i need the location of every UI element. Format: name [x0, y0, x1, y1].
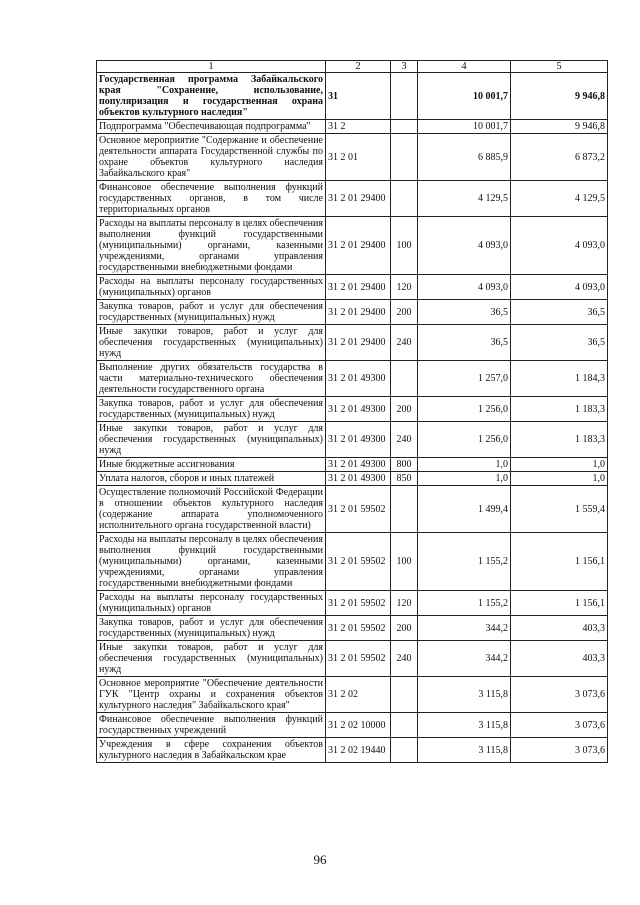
- row-expense-type-cell: 240: [391, 641, 418, 677]
- table-row: [97, 533, 608, 591]
- row-name-cell: Учреждения в сфере сохранения объектов культурного наследия в Забайкальском крае: [97, 738, 326, 763]
- table-row: [97, 738, 608, 763]
- row-value-1-cell: 3 115,8: [418, 677, 511, 713]
- row-expense-type-cell: [391, 134, 418, 181]
- row-expense-type-cell: [391, 713, 418, 738]
- row-value-1-cell: 36,5: [418, 300, 511, 325]
- row-expense-type-cell: 800: [391, 458, 418, 472]
- row-expense-type-cell: 240: [391, 422, 418, 458]
- row-value-2-cell: 1,0: [511, 472, 608, 486]
- row-code-cell: 31 2 01 29400: [326, 275, 391, 300]
- page-number: 96: [313, 852, 327, 867]
- row-value-2-cell: 3 073,6: [511, 738, 608, 763]
- row-name-cell: Уплата налогов, сборов и иных платежей: [97, 472, 326, 486]
- row-value-2-cell: 403,3: [511, 641, 608, 677]
- row-code-cell: 31 2 01 49300: [326, 422, 391, 458]
- row-value-2-cell: 4 129,5: [511, 181, 608, 217]
- row-expense-type-cell: 200: [391, 616, 418, 641]
- row-name-cell: Иные закупки товаров, работ и услуг для обеспечения государственных (муниципальных) нужд: [97, 641, 326, 677]
- row-name-cell: Государственная программа Забайкальского края "Сохранение, использование, популяризация и государственная охрана объектов культурного наследия": [97, 73, 326, 120]
- row-name-cell: Расходы на выплаты персоналу государственных (муниципальных) органов: [97, 591, 326, 616]
- table-row: [97, 300, 608, 325]
- col-header-5: 5: [511, 61, 608, 73]
- row-expense-type-cell: 120: [391, 591, 418, 616]
- row-value-2-cell: 1 183,3: [511, 422, 608, 458]
- row-code-cell: 31 2 01 59502: [326, 641, 391, 677]
- row-name-cell: Закупка товаров, работ и услуг для обеспечения государственных (муниципальных) нужд: [97, 300, 326, 325]
- row-value-2-cell: 1 156,1: [511, 591, 608, 616]
- row-value-1-cell: 1,0: [418, 472, 511, 486]
- row-code-cell: 31 2 01 59502: [326, 533, 391, 591]
- row-value-1-cell: 36,5: [418, 325, 511, 361]
- row-expense-type-cell: 200: [391, 397, 418, 422]
- row-name-cell: Расходы на выплаты персоналу в целях обеспечения выполнения функций государственными (муниципальными) органами, казенными учреждениями, органами управления государственными внебюджетными фондами: [97, 533, 326, 591]
- col-header-1: 1: [97, 61, 326, 73]
- row-value-1-cell: 1 155,2: [418, 591, 511, 616]
- row-value-2-cell: 1 184,3: [511, 361, 608, 397]
- row-name-cell: Финансовое обеспечение выполнения функций государственных органов, в том числе территориальных органов: [97, 181, 326, 217]
- row-name-cell: Иные бюджетные ассигнования: [97, 458, 326, 472]
- row-value-1-cell: 10 001,7: [418, 73, 511, 120]
- row-value-2-cell: 3 073,6: [511, 713, 608, 738]
- row-expense-type-cell: 240: [391, 325, 418, 361]
- row-name-cell: Закупка товаров, работ и услуг для обеспечения государственных (муниципальных) нужд: [97, 616, 326, 641]
- row-name-cell: Расходы на выплаты персоналу в целях обеспечения выполнения функций государственными (муниципальными) органами, казенными учреждениями, органами управления государственными внебюджетными фондами: [97, 217, 326, 275]
- budget-table-body: [97, 61, 608, 763]
- row-code-cell: 31 2 01 49300: [326, 397, 391, 422]
- table-row: [97, 713, 608, 738]
- row-value-2-cell: 9 946,8: [511, 120, 608, 134]
- row-expense-type-cell: [391, 120, 418, 134]
- row-code-cell: 31 2 01 59502: [326, 591, 391, 616]
- row-code-cell: 31 2 01: [326, 134, 391, 181]
- row-value-2-cell: 3 073,6: [511, 677, 608, 713]
- row-value-2-cell: 1 559,4: [511, 486, 608, 533]
- budget-table: [96, 60, 608, 763]
- table-row: [97, 422, 608, 458]
- row-expense-type-cell: [391, 738, 418, 763]
- table-row: [97, 134, 608, 181]
- row-value-2-cell: 1 183,3: [511, 397, 608, 422]
- table-row: [97, 120, 608, 134]
- row-value-2-cell: 36,5: [511, 300, 608, 325]
- table-row: [97, 486, 608, 533]
- row-value-2-cell: 4 093,0: [511, 217, 608, 275]
- row-expense-type-cell: 850: [391, 472, 418, 486]
- col-header-2: 2: [326, 61, 391, 73]
- header-row: [97, 61, 608, 73]
- col-header-3: 3: [391, 61, 418, 73]
- row-expense-type-cell: 120: [391, 275, 418, 300]
- row-value-1-cell: 1 499,4: [418, 486, 511, 533]
- row-value-1-cell: 3 115,8: [418, 713, 511, 738]
- table-row: [97, 397, 608, 422]
- row-value-1-cell: 6 885,9: [418, 134, 511, 181]
- row-value-1-cell: 1 155,2: [418, 533, 511, 591]
- row-name-cell: Иные закупки товаров, работ и услуг для обеспечения государственных (муниципальных) нужд: [97, 325, 326, 361]
- row-name-cell: Выполнение других обязательств государства в части материально-технического обеспечения деятельности государственного органа: [97, 361, 326, 397]
- row-value-2-cell: 36,5: [511, 325, 608, 361]
- row-code-cell: 31 2 01 59502: [326, 486, 391, 533]
- row-value-1-cell: 1 256,0: [418, 422, 511, 458]
- row-value-1-cell: 3 115,8: [418, 738, 511, 763]
- row-value-1-cell: 344,2: [418, 616, 511, 641]
- row-expense-type-cell: 100: [391, 533, 418, 591]
- row-value-1-cell: 4 093,0: [418, 275, 511, 300]
- row-expense-type-cell: [391, 73, 418, 120]
- row-code-cell: 31 2 01 49300: [326, 472, 391, 486]
- row-value-1-cell: 4 093,0: [418, 217, 511, 275]
- row-code-cell: 31 2 01 29400: [326, 181, 391, 217]
- row-name-cell: Иные закупки товаров, работ и услуг для обеспечения государственных (муниципальных) нужд: [97, 422, 326, 458]
- row-code-cell: 31 2 01 49300: [326, 458, 391, 472]
- table-row: [97, 641, 608, 677]
- table-row: [97, 181, 608, 217]
- table-row: [97, 472, 608, 486]
- row-value-1-cell: 1 256,0: [418, 397, 511, 422]
- row-name-cell: Расходы на выплаты персоналу государственных (муниципальных) органов: [97, 275, 326, 300]
- row-code-cell: 31 2 01 29400: [326, 325, 391, 361]
- table-row: [97, 275, 608, 300]
- row-name-cell: Осуществление полномочий Российской Федерации в отношении объектов культурного наследия (содержание аппарата уполномоченного исполнительного органа государственной власти): [97, 486, 326, 533]
- table-row: [97, 325, 608, 361]
- table-row: [97, 616, 608, 641]
- row-value-1-cell: 344,2: [418, 641, 511, 677]
- row-expense-type-cell: 200: [391, 300, 418, 325]
- row-expense-type-cell: [391, 181, 418, 217]
- table-row: [97, 73, 608, 120]
- row-value-2-cell: 1,0: [511, 458, 608, 472]
- row-value-2-cell: 4 093,0: [511, 275, 608, 300]
- row-expense-type-cell: [391, 677, 418, 713]
- table-row: [97, 217, 608, 275]
- row-code-cell: 31 2 01 49300: [326, 361, 391, 397]
- row-code-cell: 31 2 01 59502: [326, 616, 391, 641]
- row-value-2-cell: 403,3: [511, 616, 608, 641]
- row-value-2-cell: 1 156,1: [511, 533, 608, 591]
- row-code-cell: 31 2 02 19440: [326, 738, 391, 763]
- row-expense-type-cell: 100: [391, 217, 418, 275]
- row-code-cell: 31: [326, 73, 391, 120]
- row-expense-type-cell: [391, 486, 418, 533]
- row-value-1-cell: 1 257,0: [418, 361, 511, 397]
- row-name-cell: Основное мероприятие "Содержание и обеспечение деятельности аппарата Государственной службы по охране объектов культурного наследия Забайкальского края": [97, 134, 326, 181]
- row-expense-type-cell: [391, 361, 418, 397]
- row-name-cell: Основное мероприятие "Обеспечение деятельности ГУК "Центр охраны и сохранения объектов культурного наследия" Забайкальского края": [97, 677, 326, 713]
- row-name-cell: Подпрограмма "Обеспечивающая подпрограмма": [97, 120, 326, 134]
- row-value-1-cell: 1,0: [418, 458, 511, 472]
- row-code-cell: 31 2 01 29400: [326, 217, 391, 275]
- row-name-cell: Закупка товаров, работ и услуг для обеспечения государственных (муниципальных) нужд: [97, 397, 326, 422]
- col-header-4: 4: [418, 61, 511, 73]
- row-name-cell: Финансовое обеспечение выполнения функций государственных учреждений: [97, 713, 326, 738]
- row-value-1-cell: 10 001,7: [418, 120, 511, 134]
- row-value-1-cell: 4 129,5: [418, 181, 511, 217]
- row-code-cell: 31 2 02 10000: [326, 713, 391, 738]
- row-code-cell: 31 2: [326, 120, 391, 134]
- row-value-2-cell: 9 946,8: [511, 73, 608, 120]
- table-row: [97, 458, 608, 472]
- row-code-cell: 31 2 02: [326, 677, 391, 713]
- table-row: [97, 361, 608, 397]
- table-row: [97, 591, 608, 616]
- row-value-2-cell: 6 873,2: [511, 134, 608, 181]
- table-row: [97, 677, 608, 713]
- row-code-cell: 31 2 01 29400: [326, 300, 391, 325]
